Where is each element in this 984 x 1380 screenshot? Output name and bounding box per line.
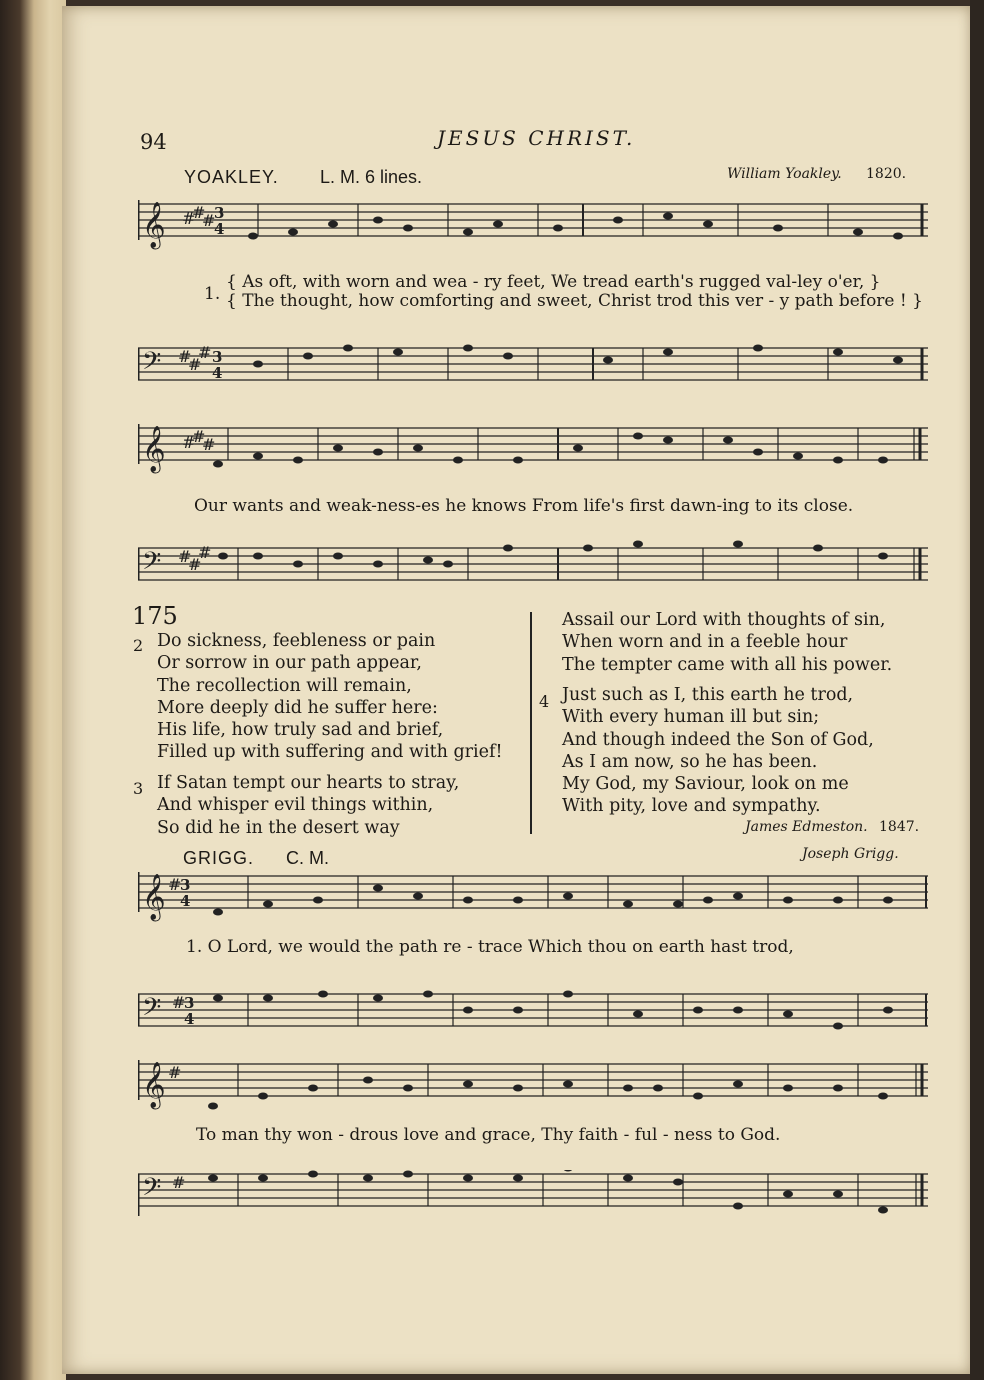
svg-text:#: #: [178, 347, 192, 366]
svg-text:𝄢: 𝄢: [142, 993, 162, 1028]
verse-line: Just such as I, this earth he trod,: [562, 685, 854, 705]
verse-number: 3: [133, 779, 144, 798]
tune-name: YOAKLEY.: [184, 167, 279, 187]
verse-line: Or sorrow in our path appear,: [157, 653, 422, 674]
svg-text:#: #: [178, 547, 192, 566]
hymn-number: 175: [132, 602, 178, 630]
bass-staff-4: [138, 1170, 928, 1230]
treble-staff-3: [138, 872, 928, 932]
tune-name-2: GRIGG.: [183, 848, 255, 868]
svg-text:3: 3: [180, 876, 191, 894]
svg-text:#: #: [172, 993, 186, 1012]
svg-text:4: 4: [180, 892, 191, 910]
svg-text:#: #: [188, 355, 202, 374]
verse-line: The tempter came with all his power.: [562, 654, 893, 675]
cover-edge: [970, 0, 984, 1380]
verse-line: Assail our Lord with thoughts of sin,: [562, 610, 886, 630]
svg-text:𝄞: 𝄞: [142, 426, 166, 472]
svg-text:#: #: [168, 1063, 182, 1082]
svg-text:#: #: [198, 543, 212, 562]
bass-staff-2: [138, 540, 928, 600]
verse-line: His life, how truly sad and brief,: [157, 720, 444, 741]
verse-line: If Satan tempt our hearts to stray,: [157, 773, 460, 793]
svg-text:#: #: [168, 875, 182, 894]
lyric-line-3: Our wants and weak-ness-es he knows From life's first dawn-ing to its close.: [194, 496, 854, 516]
svg-text:𝄢: 𝄢: [142, 1173, 162, 1208]
svg-text:#: #: [198, 343, 212, 362]
page-number: 94: [140, 130, 167, 154]
verse-2: [157, 630, 503, 764]
svg-text:4: 4: [214, 220, 225, 238]
svg-text:#: #: [188, 555, 202, 574]
column-divider: [530, 612, 532, 834]
svg-text:𝄞: 𝄞: [142, 1062, 166, 1108]
verse-number: 4: [539, 692, 550, 711]
verse-number: 2: [133, 636, 144, 655]
svg-text:3: 3: [212, 348, 223, 366]
svg-text:#: #: [192, 203, 206, 222]
composer-year: 1820.: [866, 166, 907, 182]
treble-staff-1: [138, 196, 928, 266]
svg-text:#: #: [202, 435, 216, 454]
book-spine: [0, 0, 66, 1380]
verse-line: Filled up with suffering and with grief!: [157, 742, 503, 763]
composer: William Yoakley.: [727, 166, 842, 182]
verse-line: With pity, love and sympathy.: [562, 796, 821, 817]
verse-line: So did he in the desert way: [157, 817, 400, 838]
svg-text:𝄢: 𝄢: [142, 347, 162, 382]
svg-text:4: 4: [212, 364, 223, 382]
svg-text:𝄞: 𝄞: [142, 874, 166, 920]
verse-4: [562, 684, 874, 818]
treble-staff-4: [138, 1060, 928, 1120]
verse-line: With every human ill but sin;: [562, 707, 820, 728]
bass-staff-3: [138, 990, 928, 1040]
svg-text:4: 4: [184, 1010, 195, 1028]
svg-text:#: #: [192, 427, 206, 446]
svg-text:#: #: [202, 211, 216, 230]
lyric-line-2: { The thought, how comforting and sweet, Christ trod this ver - y path before ! }: [226, 291, 923, 311]
svg-text:3: 3: [214, 204, 225, 222]
meter: L. M. 6 lines.: [320, 167, 423, 187]
verse-line: More deeply did he suffer here:: [157, 697, 438, 718]
svg-text:𝄢: 𝄢: [142, 547, 162, 582]
svg-text:#: #: [182, 433, 196, 452]
bass-staff-1: [138, 340, 928, 400]
lyric-line-5: To man thy won - drous love and grace, Thy faith - ful - ness to God.: [196, 1125, 781, 1145]
verse-line: And whisper evil things within,: [157, 795, 434, 816]
treble-staff-2: [138, 420, 928, 490]
lyric-line-1: { As oft, with worn and wea - ry feet, We tread earth's rugged val-ley o'er, }: [226, 272, 881, 292]
verse-3: [157, 772, 459, 839]
svg-text:#: #: [172, 1173, 186, 1192]
verse-3-continued: [562, 609, 892, 676]
verse-line: Do sickness, feebleness or pain: [157, 631, 436, 651]
verse-line: When worn and in a feeble hour: [562, 632, 848, 653]
author: James Edmeston.: [745, 819, 868, 835]
stanza-number: 1.: [204, 284, 221, 304]
running-head: JESUS CHRIST.: [437, 126, 636, 150]
composer-2: Joseph Grigg.: [802, 846, 899, 862]
svg-text:#: #: [182, 209, 196, 228]
verse-line: And though indeed the Son of God,: [562, 729, 874, 750]
meter-2: C. M.: [286, 848, 329, 868]
svg-text:3: 3: [184, 994, 195, 1012]
lyric-line-4: 1. O Lord, we would the path re - trace Which thou on earth hast trod,: [186, 937, 794, 957]
svg-text:𝄞: 𝄞: [142, 202, 166, 248]
author-year: 1847.: [879, 819, 920, 835]
verse-line: The recollection will remain,: [157, 675, 412, 696]
verse-line: My God, my Saviour, look on me: [562, 774, 849, 795]
verse-line: As I am now, so he has been.: [562, 751, 818, 772]
